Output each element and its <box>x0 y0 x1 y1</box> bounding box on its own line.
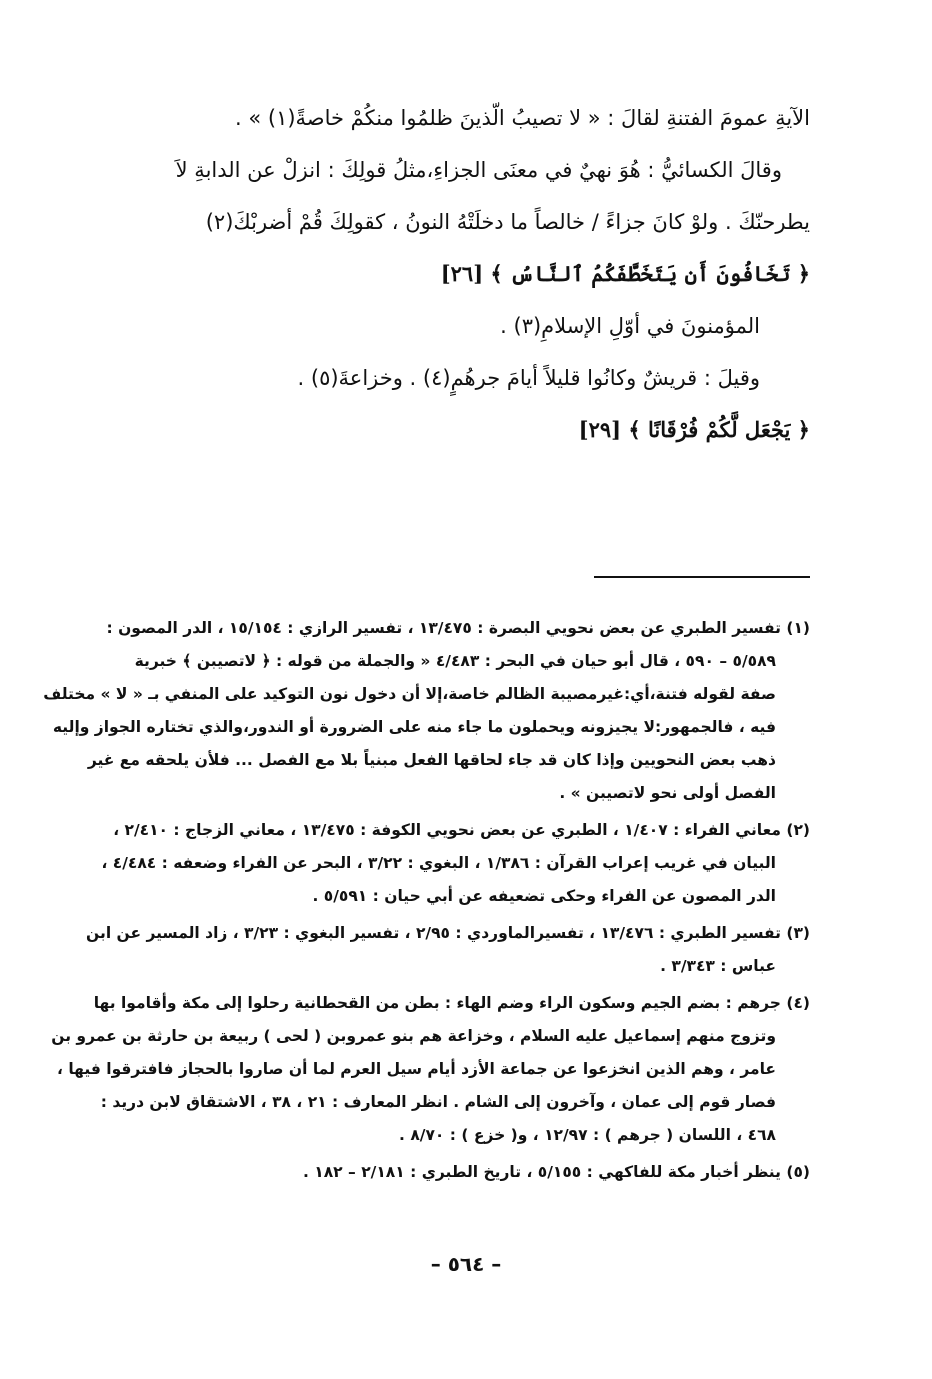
main-text-block <box>100 92 810 456</box>
footnote-line: عباس : ٣/٣٤٣ . <box>660 957 776 975</box>
footnote-line: (٥) ينظر أخبار مكة للفاكهي : ٥/١٥٥ ، تاريخ الطبري : ٢/١٨١ – ١٨٢ . <box>302 1163 810 1181</box>
footnote-line: (٢) معاني الفراء : ١/٤٠٧ ، الطبري عن بعض نحويي الكوفة : ١٣/٤٧٥ ، معاني الزجاج : ٢/٤١٠ ، <box>113 821 810 839</box>
footnote-line: الدر المصون عن الفراء وحكى تضعيفه عن أبي حيان : ٥/٥٩١ . <box>312 887 776 905</box>
footnote-line: عامر ، وهم الذين انخزعوا عن جماعة الأزد أيام سيل العرم لما أن صاروا بالحجاز فافترقوا فيها ، <box>57 1060 776 1078</box>
main-line: يطرحنّكَ . ولوْ كانَ جزاءً / خالصاً ما دخلَتْهُ النونُ ، كقولِكَ قُمْ أضربْكَ(٢) <box>205 210 810 234</box>
main-line: وقيلَ : قريشٌ وكانُوا قليلاً أيامَ جرهُمٍ(٤) . وخزاعةَ(٥) . <box>297 366 760 390</box>
main-line: وقالَ الكسائيُّ : هُوَ نهيٌ في معنَى الجزاءِ،مثلُ قولِكَ : انزلْ عن الدابةِ لاَ <box>175 158 782 182</box>
footnote-line: ٤٦٨ ، اللسان ( جرهم ) : ١٢/٩٧ ، و( خزع ) : ٨/٧٠ . <box>399 1126 776 1144</box>
footnote-line: البيان في غريب إعراب القرآن : ١/٣٨٦ ، البغوي : ٣/٢٢ ، البحر عن الفراء وضعفه : ٤/٤٨٤ ، <box>101 854 776 872</box>
footnote-5 <box>100 1156 810 1189</box>
footnote-line: فيه ، فالجمهور:لا يجيزونه ويحملون ما جاء منه على الضرورة أو الندور،والذي تختاره الجواز وإليه <box>52 718 776 736</box>
footnote-line: ذهب بعض النحويين وإذا كان قد جاء لحاقها الفعل مبنياً بلا مع الفصل ... فلأن يلحقه مع غير <box>87 751 776 769</box>
main-line: المؤمنونَ في أوّلِ الإسلامِ(٣) . <box>500 314 760 338</box>
footnote-line: ٥/٥٨٩ – ٥٩٠ ، قال أبو حيان في البحر : ٤/٤٨٣ « والجملة من قوله : ﴿ لاتصيبن ﴾ خبرية <box>134 652 776 670</box>
footnote-divider <box>594 576 810 578</box>
footnotes-block <box>43 612 810 1193</box>
main-line: الآيةِ عمومَ الفتنةِ لقالَ : « لا تصيبُ الّذينَ ظلمُوا منكُمْ خاصةً(١) » . <box>234 106 810 130</box>
footnote-line: فصار قوم إلى عمان ، وآخرون إلى الشام . انظر المعارف : ٢١ ، ٣٨ ، الاشتقاق لابن دريد : <box>100 1093 776 1111</box>
footnote-3 <box>86 917 810 983</box>
footnote-1 <box>43 612 810 810</box>
footnote-line: الفصل أولى نحو لاتصيبن » . <box>559 784 776 802</box>
footnote-4 <box>51 987 810 1152</box>
footnote-2 <box>100 814 810 913</box>
page-number: – ٥٦٤ – <box>430 1252 502 1276</box>
footnote-line: (٣) تفسير الطبري : ١٣/٤٧٦ ، تفسيرالماوردي : ٢/٩٥ ، تفسير البغوي : ٣/٢٣ ، زاد المسير عن ابن <box>86 924 810 942</box>
footnote-line: صفة لقوله فتنة،أي:غيرمصيبة الظالم خاصة،إلا أن دخول نون التوكيد على المنفي بـ « لا » مختلف <box>43 685 776 703</box>
footnote-line: (٤) جرهم : بضم الجيم وسكون الراء وضم الهاء : بطن من القحطانية رحلوا إلى مكة وأقاموا بها <box>93 994 810 1012</box>
footnote-line: (١) تفسير الطبري عن بعض نحويي البصرة : ١٣/٤٧٥ ، تفسير الرازي : ١٥/١٥٤ ، الدر المصون : <box>106 619 810 637</box>
quran-verse-line: ﴿ تَخَافُونَ أَن يَتَخَطَّفَكُمُ ٱلنَّاسُ ﴾ [٢٦] <box>440 261 810 286</box>
footnote-line: وتزوج منهم إسماعيل عليه السلام ، وخزاعة هم بنو عمروبن ( لحى ) ربيعة بن حارثة بن عمرو بن <box>51 1027 776 1045</box>
quran-verse-line: ﴿ يَجْعَل لَّكُمْ فُرْقَانًا ﴾ [٢٩] <box>578 417 810 442</box>
